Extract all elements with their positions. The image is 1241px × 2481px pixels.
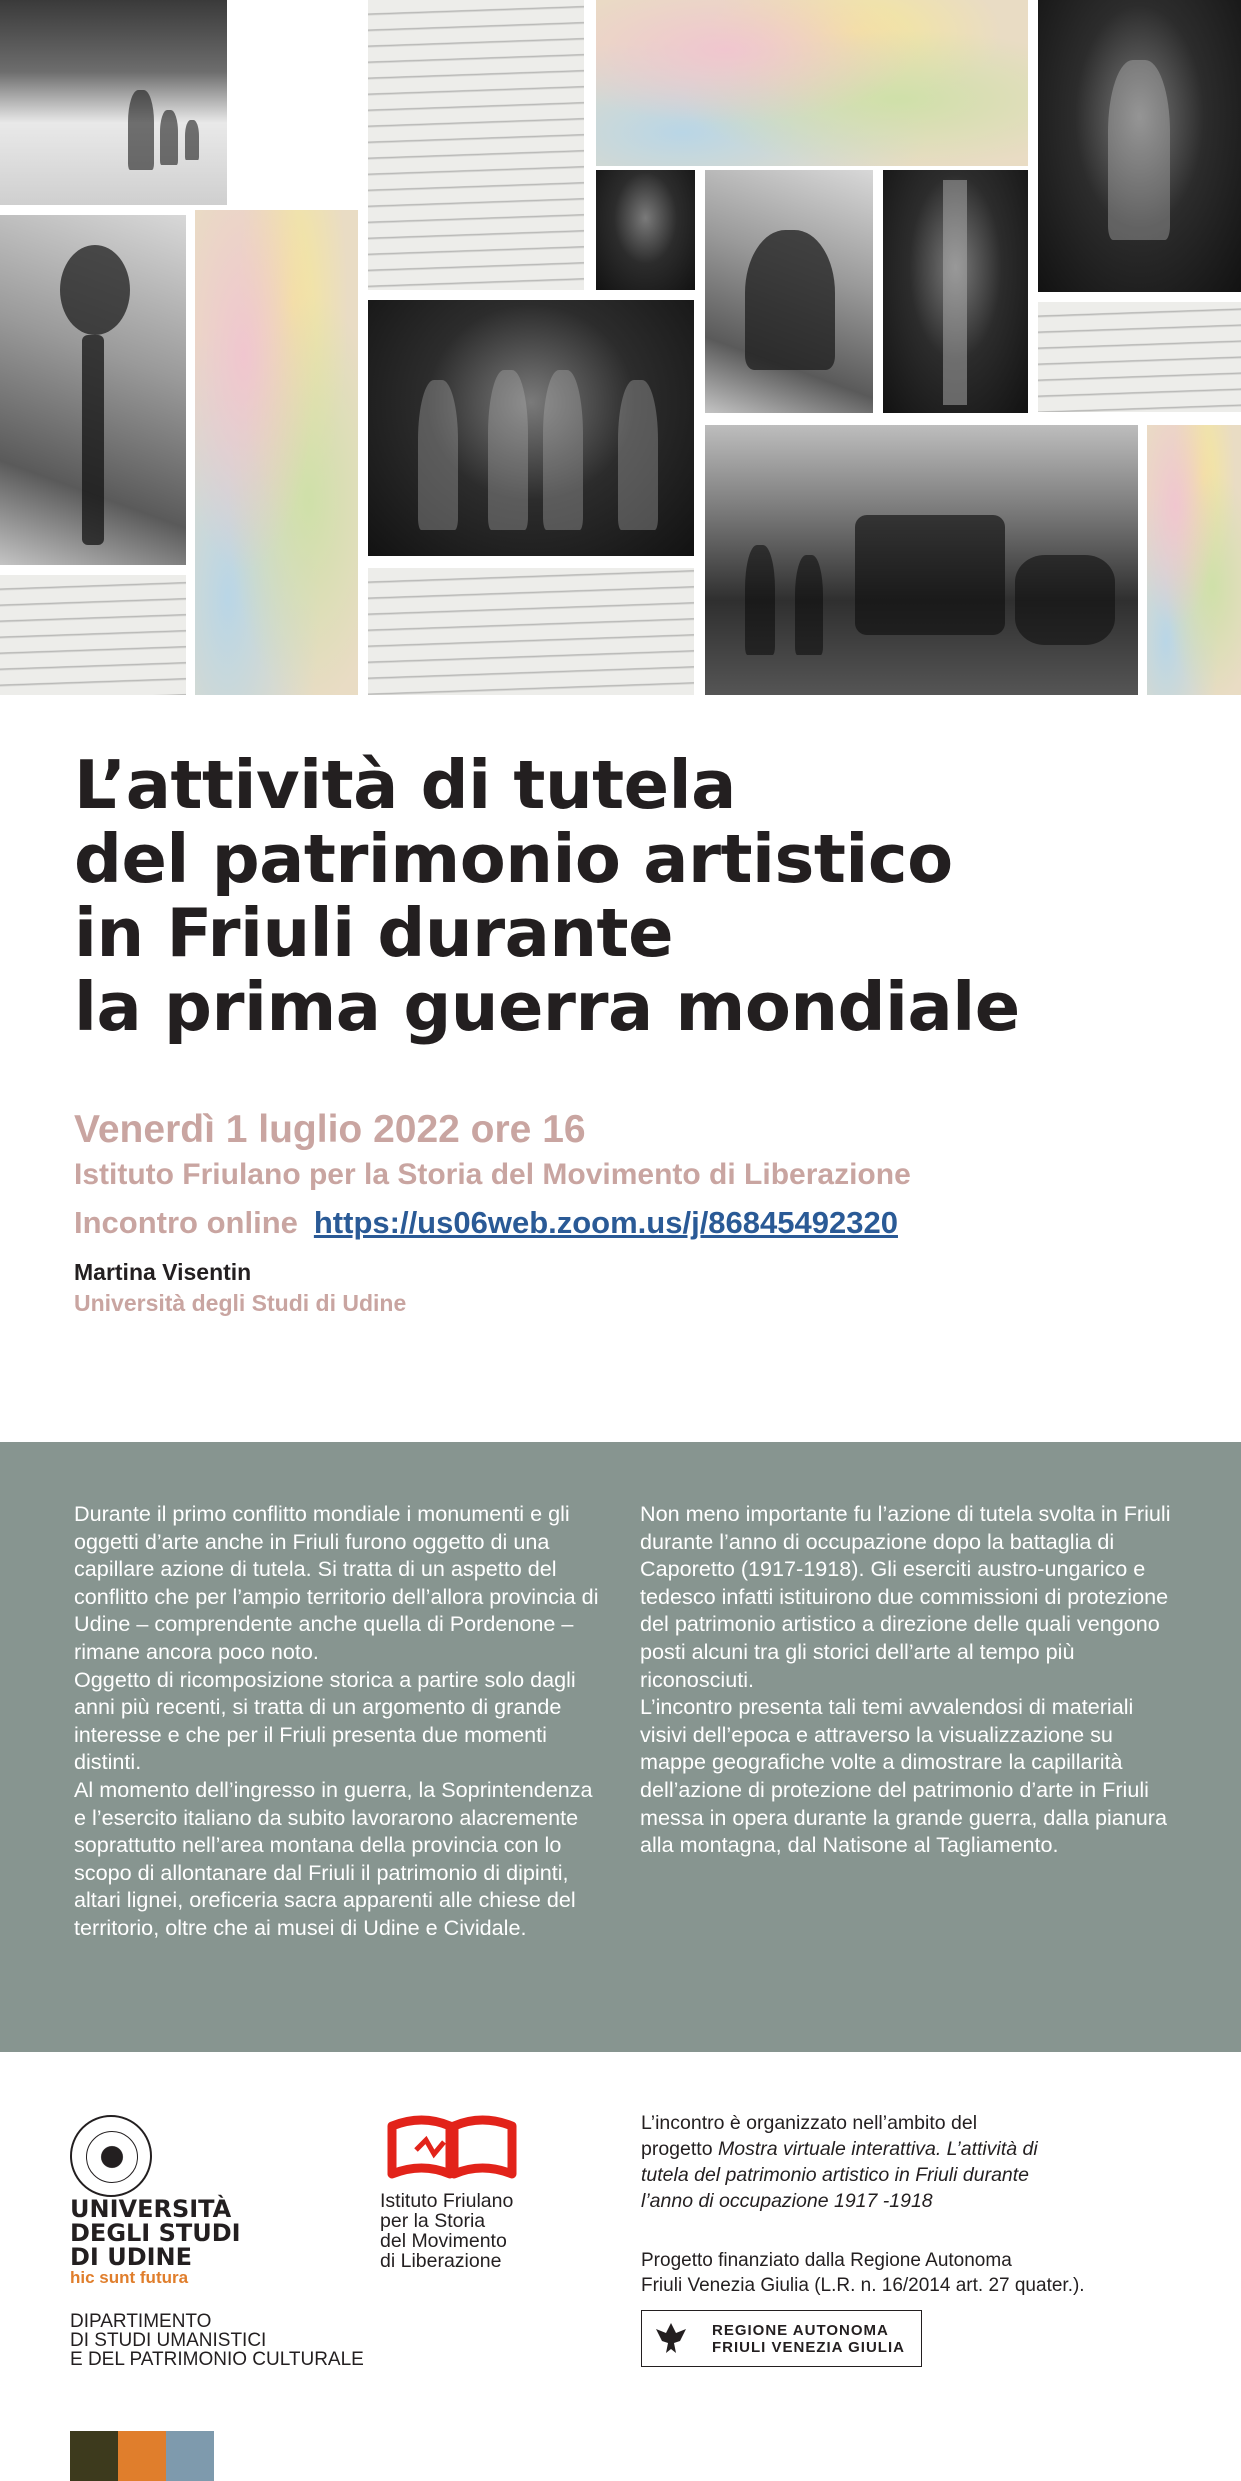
collage-photo-chasuble <box>883 170 1028 413</box>
ifsml-name <box>380 2191 513 2271</box>
organization-line-italic: l’anno di occupazione 1917 -1918 <box>641 2190 933 2212</box>
organization-line-italic: tutela del patrimonio artistico in Friuli durante <box>641 2164 1030 2186</box>
department-line: DI STUDI UMANISTICI <box>70 2330 267 2351</box>
title-line-4: la prima guerra mondiale <box>74 968 1020 1046</box>
region-logo-label <box>712 2322 905 2356</box>
collage-map-3 <box>1147 425 1241 695</box>
ifsml-name-line: per la Storia <box>380 2210 486 2232</box>
speaker-affiliation: Università degli Studi di Udine <box>74 1290 407 1316</box>
color-swatches <box>70 2431 212 2481</box>
organization-line <box>641 2136 1201 2162</box>
collage-map-2 <box>195 210 358 695</box>
department-name <box>70 2312 364 2369</box>
collage-photo-horse-cart <box>705 425 1138 695</box>
university-seal-icon <box>70 2115 152 2197</box>
speaker-name: Martina Visentin <box>74 1259 252 1285</box>
region-logo-line: FRIULI VENEZIA GIULIA <box>712 2339 905 2356</box>
event-title <box>74 748 1194 1044</box>
title-line-1: L’attività di tutela <box>74 746 736 824</box>
description-paragraph: Al momento dell’ingresso in guerra, la Soprintendenza e l’esercito italiano da subito lavorarono alacremente soprattutto nell’area montana della provincia con lo scopo di allontanare dal Friuli il patrimonio di dipinti, altari lignei, oreficeria sacra apparenti alle chiese del territorio, oltre che ai musei di Udine e Cividale. <box>74 1776 593 1940</box>
title-line-3: in Friuli durante <box>74 894 674 972</box>
collage-photo-soldiers-in-snow <box>0 0 227 205</box>
university-name-line: DEGLI STUDI <box>70 2219 241 2247</box>
ifsml-book-logo-icon <box>386 2112 518 2182</box>
organization-line <box>641 2162 1201 2188</box>
swatch-orange <box>118 2431 166 2481</box>
collage-photo-crosier <box>0 215 186 565</box>
organization-line: L’incontro è organizzato nell’ambito del <box>641 2112 978 2134</box>
region-logo <box>641 2310 922 2367</box>
description-paragraph: Oggetto di ricomposizione storica a partire solo dagli anni più recenti, si tratta di un argomento di grande interesse e che per il Friuli presenta due momenti distinti. <box>74 1666 576 1775</box>
description-right-column <box>640 1500 1180 1859</box>
region-logo-line: REGIONE AUTONOMA <box>712 2322 889 2339</box>
title-line-2: del patrimonio artistico <box>74 820 953 898</box>
online-meeting-row <box>74 1205 898 1241</box>
event-institute: Istituto Friulano per la Storia del Movimento di Liberazione <box>74 1158 911 1191</box>
ifsml-name-line: del Movimento <box>380 2230 507 2252</box>
collage-photo-statue-throne <box>1038 0 1241 292</box>
description-paragraph: Non meno importante fu l’azione di tutela svolta in Friuli durante l’anno di occupazione dopo la battaglia di Caporetto (1917-1918). Gli eserciti austro-ungarico e tedesco infatti istituirono due commissioni di protezione del patrimonio artistico a direzione delle quali vengono posti alcuni tra gli storici dell’arte al tempo più riconosciuti. <box>640 1501 1171 1692</box>
ifsml-name-line: Istituto Friulano <box>380 2190 514 2212</box>
department-line: E DEL PATRIMONIO CULTURALE <box>70 2349 364 2370</box>
funding-line: Friuli Venezia Giulia (L.R. n. 16/2014 art. 27 quater.). <box>641 2275 1085 2296</box>
collage-photo-reliquaries <box>596 170 695 290</box>
description-paragraph: L’incontro presenta tali temi avvalendosi di materiali visivi dell’epoca e attraverso la visualizzazione su mappe geografiche volte a dimostrare la capillarità dell’azione di protezione del patrimonio d’arte in Friuli messa in opera durante la grande guerra, dalla pianura alla montagna, dal Natisone al Tagliamento. <box>640 1694 1167 1858</box>
collage-photo-altarpiece <box>368 300 694 556</box>
organization-line-plain: progetto <box>641 2138 718 2160</box>
photo-collage <box>0 0 1241 695</box>
ifsml-name-line: di Liberazione <box>380 2250 502 2272</box>
description-left-column <box>74 1500 604 1942</box>
collage-map-1 <box>596 0 1028 166</box>
collage-manuscript-letter-2 <box>1038 302 1241 412</box>
eagle-icon <box>652 2319 690 2357</box>
university-name-line: DI UDINE <box>70 2243 193 2271</box>
university-motto: hic sunt futura <box>70 2268 189 2287</box>
event-date: Venerdì 1 luglio 2022 ore 16 <box>74 1108 586 1151</box>
swatch-steel-blue <box>166 2431 214 2481</box>
collage-manuscript-letter-1 <box>368 0 584 290</box>
department-line: DIPARTIMENTO <box>70 2311 212 2332</box>
organization-line <box>641 2188 1201 2214</box>
funding-note <box>641 2248 1201 2298</box>
university-name-line: UNIVERSITÀ <box>70 2195 232 2223</box>
zoom-link[interactable]: https://us06web.zoom.us/j/86845492320 <box>313 1205 898 1240</box>
university-name <box>70 2197 241 2269</box>
organization-note <box>641 2110 1201 2214</box>
collage-photo-bell <box>705 170 873 413</box>
description-paragraph: Durante il primo conflitto mondiale i monumenti e gli oggetti d’arte anche in Friuli furono oggetto di una capillare azione di tutela. Si tratta di un aspetto del conflitto che per l’ampio territorio dell’allora provincia di Udine – comprendente anche quella di Pordenone – rimane ancora poco noto. <box>74 1501 599 1664</box>
funding-line: Progetto finanziato dalla Regione Autonoma <box>641 2250 1012 2271</box>
collage-manuscript-letter-3 <box>0 575 186 695</box>
swatch-dark-olive <box>70 2431 118 2481</box>
organization-line-italic: Mostra virtuale interattiva. L’attività di <box>717 2138 1038 2160</box>
online-label: Incontro online <box>74 1205 298 1240</box>
collage-manuscript-letter-4 <box>368 568 694 695</box>
